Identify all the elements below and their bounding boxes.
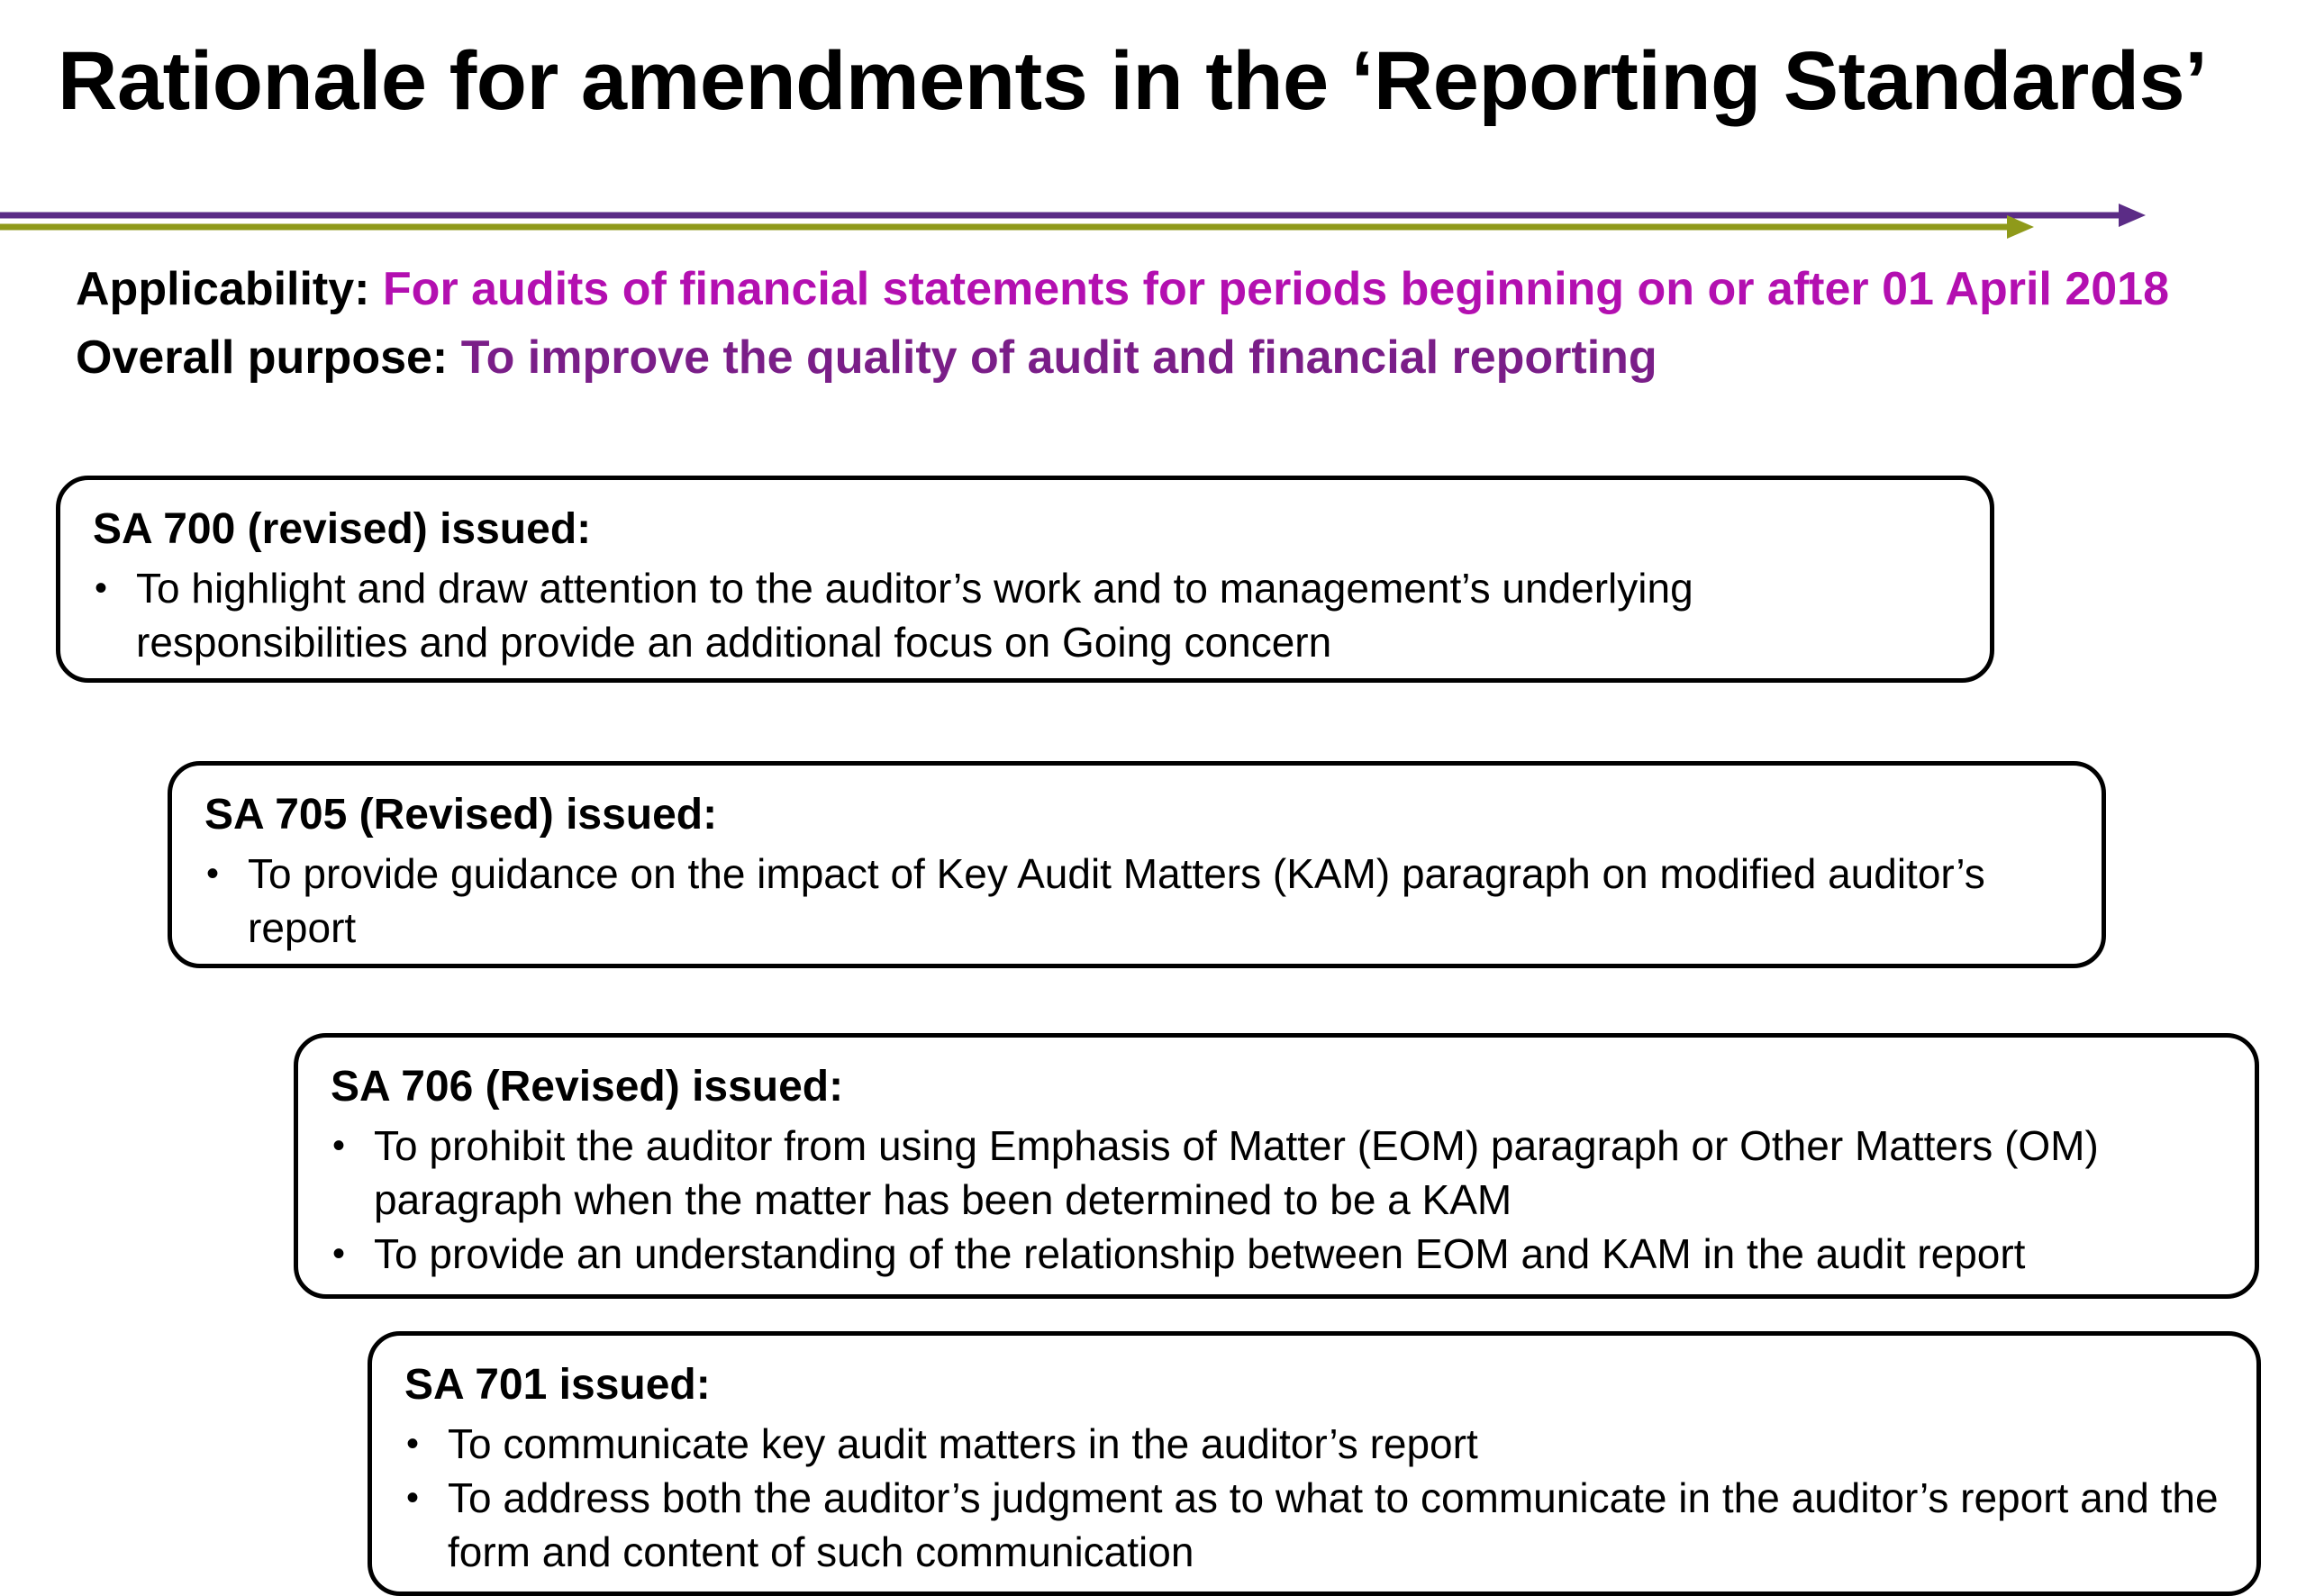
bullet-icon: •: [332, 1233, 346, 1274]
sa706-bullet-2: [331, 1227, 2222, 1281]
bullet-text: To address both the auditor’s judgment as to what to communicate in the auditor’s report and the form and content of such communication: [448, 1474, 2219, 1575]
sa705-bullet-1: [204, 847, 2069, 955]
sa701-bullet-1: [404, 1417, 2224, 1471]
bullet-icon: •: [406, 1477, 420, 1518]
slide-title: Rationale for amendments in the ‘Reporting Standards’: [58, 35, 2208, 127]
bullet-icon: •: [206, 853, 220, 893]
sa706-box: [294, 1033, 2259, 1299]
olive-arrowhead-icon: [2007, 215, 2034, 239]
applicability-label: Applicability:: [76, 263, 383, 315]
applicability-value: For audits of financial statements for periods beginning on or after 01 April 2018: [382, 263, 2170, 315]
bullet-text: To communicate key audit matters in the auditor’s report: [448, 1419, 1478, 1467]
sa701-bullet-2: [404, 1471, 2224, 1579]
sa701-box: [368, 1331, 2261, 1596]
purple-arrowhead-icon: [2119, 204, 2146, 227]
sa705-heading: SA 705 (Revised) issued:: [204, 791, 718, 839]
sa700-box: [56, 476, 1994, 683]
bullet-icon: •: [332, 1125, 346, 1165]
bullet-text: To provide guidance on the impact of Key Audit Matters (KAM) paragraph on modified auditor’s report: [248, 849, 1985, 951]
purpose-label: Overall purpose:: [76, 331, 461, 384]
bullet-icon: •: [95, 567, 108, 608]
bullet-text: To provide an understanding of the relationship between EOM and KAM in the audit report: [374, 1229, 2026, 1277]
purpose-line: [76, 330, 1657, 385]
sa706-bullet-1: [331, 1119, 2222, 1227]
sa705-box: [168, 761, 2106, 968]
applicability-line: [76, 261, 2169, 317]
sa700-bullet-1: [93, 561, 1957, 669]
sa701-heading: SA 701 issued:: [404, 1361, 711, 1409]
timeline-arrows: [0, 193, 2162, 247]
sa700-heading: SA 700 (revised) issued:: [93, 505, 592, 553]
bullet-text: To prohibit the auditor from using Emphasis of Matter (EOM) paragraph or Other Matters (OM) paragraph when the matter has been determined to be a KAM: [374, 1121, 2099, 1223]
bullet-text: To highlight and draw attention to the auditor’s work and to management’s underlying responsibilities and provide an additional focus on Going concern: [136, 564, 1693, 666]
bullet-icon: •: [406, 1423, 420, 1464]
sa706-heading: SA 706 (Revised) issued:: [331, 1063, 844, 1111]
purpose-value: To improve the quality of audit and financial reporting: [460, 331, 1657, 384]
